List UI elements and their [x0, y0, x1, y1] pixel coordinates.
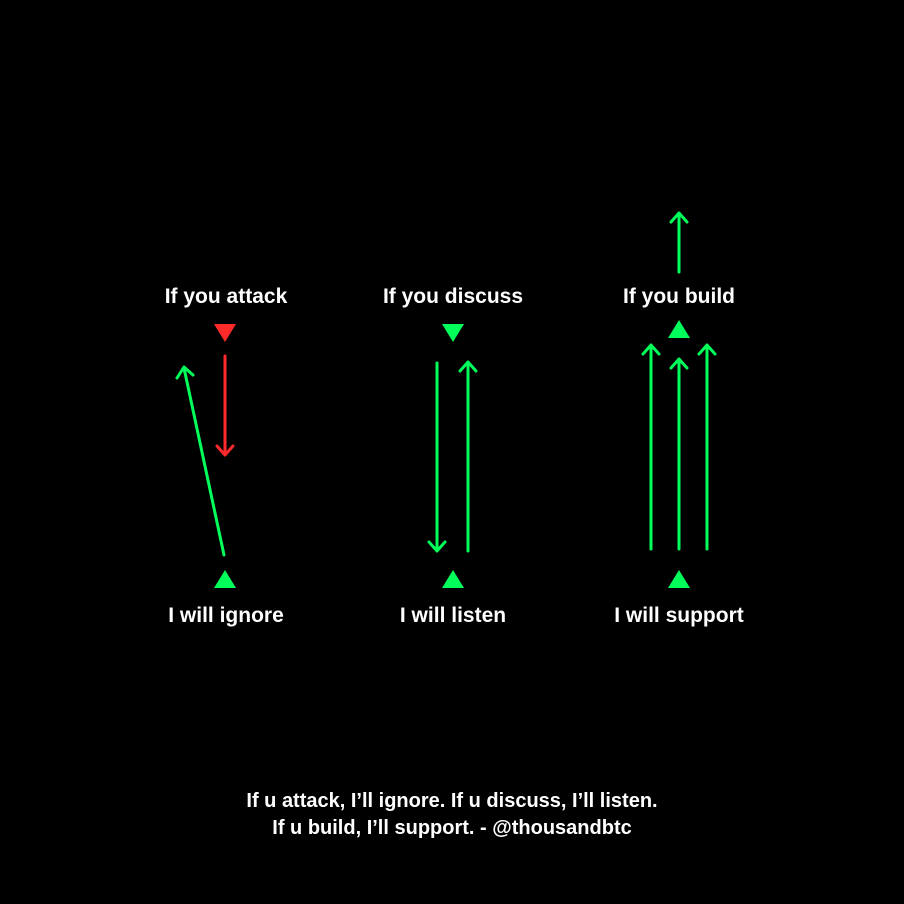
- support-marker-green-up-triangle: [668, 570, 690, 588]
- label-i-will-support: I will support: [614, 604, 744, 627]
- listen-arrow-up-green: [460, 362, 476, 551]
- attack-arrow-down-red: [217, 356, 233, 455]
- label-i-will-listen: I will listen: [399, 604, 507, 627]
- discuss-marker-green-down-triangle: [442, 324, 464, 342]
- build-arrow-up-green: [671, 213, 687, 272]
- ignore-marker-green-up-triangle: [214, 570, 236, 588]
- support-arrow-up-left-green: [643, 345, 659, 549]
- attack-marker-red-down-triangle: [214, 324, 236, 342]
- label-if-you-discuss: If you discuss: [382, 285, 524, 308]
- label-if-you-attack: If you attack: [164, 285, 288, 308]
- listen-marker-green-up-triangle: [442, 570, 464, 588]
- build-marker-green-up-triangle: [668, 320, 690, 338]
- support-arrow-up-center-green: [671, 359, 687, 549]
- caption-line-2: If u build, I’ll support. - @thousandbtc: [272, 817, 632, 839]
- discuss-arrow-down-green: [429, 363, 445, 551]
- label-if-you-build: If you build: [623, 285, 735, 308]
- label-i-will-ignore: I will ignore: [168, 604, 284, 627]
- ignore-arrow-deflected-green: [177, 367, 224, 555]
- support-arrow-up-right-green: [699, 345, 715, 549]
- caption-line-1: If u attack, I’ll ignore. If u discuss, I’ll listen.: [246, 790, 658, 812]
- caption: [0, 788, 904, 842]
